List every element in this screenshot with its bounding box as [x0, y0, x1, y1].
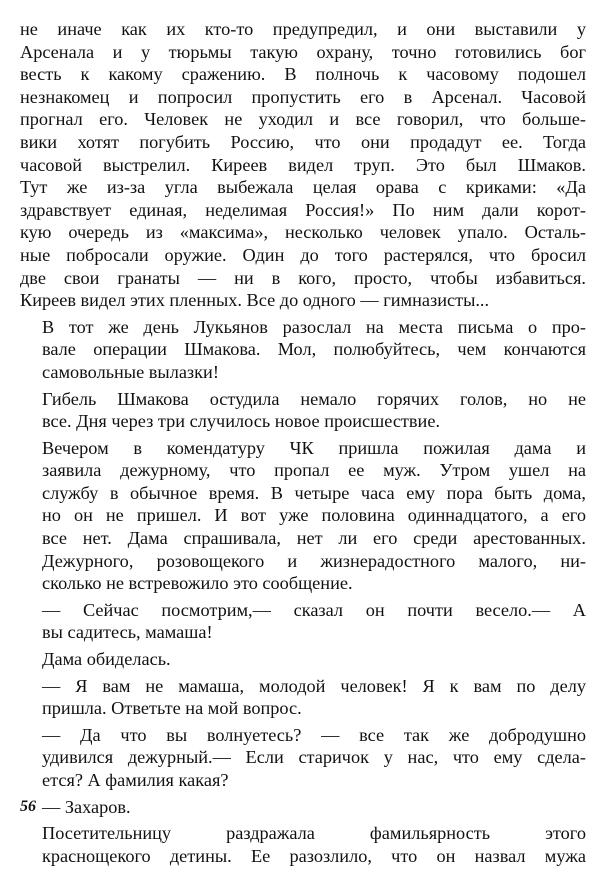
text-line: Тут же из-за угла выбежала целая орава с криками: «Да: [20, 177, 586, 198]
text-line: но он не пришел. И вот уже половина одиннадцатого, а его: [42, 505, 586, 526]
paragraph: [20, 316, 586, 384]
text-line: краснощекого детины. Ее разозлило, что он назвал мужа: [42, 845, 586, 866]
text-line: часовой выстрелил. Киреев видел труп. Это был Шмаков.: [20, 154, 586, 175]
text-line: кую очередь из «максима», несколько человек упало. Осталь-: [20, 222, 586, 243]
paragraph: [20, 724, 586, 792]
text-line: Вечером в комендатуру ЧК пришла пожилая дама и: [42, 437, 586, 458]
text-line: прогнал его. Человек не уходил и все говорил, что больше-: [20, 109, 586, 130]
paragraph: [20, 648, 586, 671]
text-line: самовольные вылазки!: [42, 361, 219, 382]
page-number: 56: [20, 798, 36, 815]
text-line: Дежурного, розовощекого и жизнерадостного малого, ни-: [42, 550, 586, 571]
paragraph: [20, 437, 586, 595]
text-line: незнакомец и попросил пропустить его в Арсенал. Часовой: [20, 86, 586, 107]
text-line: вале операции Шмакова. Мол, полюбуйтесь, чем кончаются: [42, 339, 586, 360]
text-line: — Захаров.: [42, 796, 131, 817]
text-line: не иначе как их кто-то предупредил, и они выставили у: [20, 19, 586, 39]
text-line: пришла. Ответьте на мой вопрос.: [42, 698, 302, 719]
text-line: Арсенала и у тюрьмы такую охрану, точно готовились бог: [20, 41, 586, 62]
paragraph: [20, 822, 586, 867]
page-body: [20, 18, 586, 871]
text-line: заявила дежурному, что пропал ее муж. Утром ушел на: [42, 460, 586, 481]
text-line: все нет. Дама спрашивала, нет ли его среди арестованных.: [42, 528, 586, 549]
text-line: здравствует единая, неделимая Россия!» По ним дали корот-: [20, 199, 586, 220]
text-line: Посетительницу раздражала фамильярность этого: [42, 823, 586, 844]
text-line: Гибель Шмакова остудила немало горячих голов, но не: [42, 388, 586, 409]
text-line: — Я вам не мамаша, молодой человек! Я к вам по делу: [42, 675, 586, 696]
text-line: все. Дня через три случилось новое происшествие.: [42, 411, 441, 432]
text-line: Киреев видел этих пленных. Все до одного — гимназисты...: [20, 290, 490, 311]
text-line: две свои гранаты — ни в кого, просто, чтобы избавиться.: [20, 267, 586, 288]
paragraph: [20, 796, 586, 819]
text-line: ется? А фамилия какая?: [42, 770, 229, 790]
text-line: В тот же день Лукьянов разослал на места письма о про-: [42, 316, 586, 337]
paragraph: [20, 388, 586, 433]
text-line: ные побросали оружие. Один до того растерялся, что бросил: [20, 244, 586, 265]
paragraph: [20, 18, 586, 312]
text-line: вики хотят погубить Россию, что они продадут ее. Тогда: [20, 131, 586, 152]
text-line: Дама обиделась.: [42, 649, 171, 670]
text-line: удивился дежурный.— Если старичок у нас, что ему сдела-: [42, 747, 586, 768]
text-line: — Да что вы волнуетесь? — все так же добродушно: [42, 724, 586, 745]
text-line: — Сейчас посмотрим,— сказал он почти весело.— А: [42, 599, 586, 620]
paragraph: [20, 599, 586, 644]
text-line: весть к какому сражению. В полночь к часовому подошел: [20, 64, 586, 85]
text-line: сколько не встревожило это сообщение.: [42, 573, 353, 594]
text-line: вы садитесь, мамаша!: [42, 622, 213, 643]
paragraph: [20, 675, 586, 720]
text-line: службу в обычное время. В четыре часа ему пора быть дома,: [42, 482, 586, 503]
